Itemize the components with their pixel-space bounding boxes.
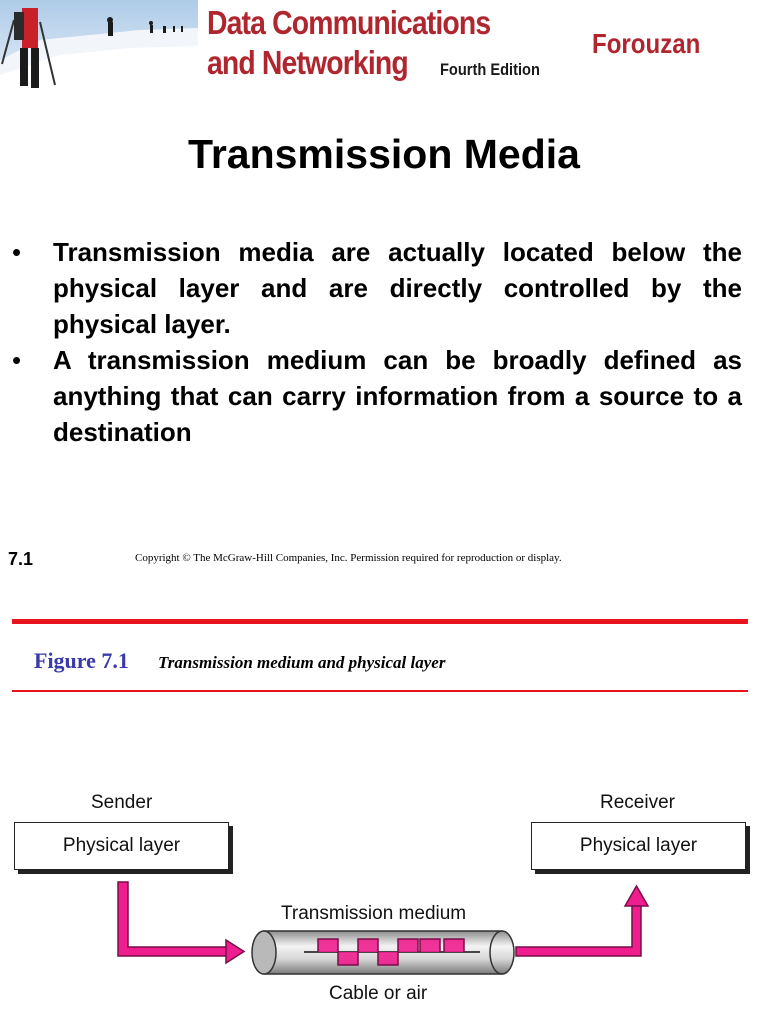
receiver-arrow (516, 904, 641, 956)
bullet-text: A transmission medium can be broadly defined as anything that can carry information from a source to a destination (53, 345, 742, 447)
sender-label: Sender (91, 792, 153, 813)
cable-or-air-label: Cable or air (329, 983, 428, 1004)
bullet-marker: • (12, 345, 22, 375)
book-title-line2: and Networking (207, 44, 408, 81)
bullet-item (12, 342, 742, 450)
bullet-item (12, 234, 742, 342)
bullet-list (12, 234, 742, 450)
sender-arrowhead (226, 940, 244, 963)
receiver-label: Receiver (600, 792, 675, 813)
receiver-physical-layer-box: Physical layer (531, 822, 746, 870)
mountaineers-photo (0, 0, 198, 93)
sender-physical-layer-box: Physical layer (14, 822, 229, 870)
figure-label: Figure 7.1 (34, 648, 129, 673)
figure-top-rule (12, 619, 748, 624)
receiver-arrowhead (625, 886, 648, 906)
signal-waveform (318, 939, 338, 952)
copyright-notice: Copyright © The McGraw-Hill Companies, Inc. Permission required for reproduction or display. (135, 552, 562, 564)
bullet-marker: • (12, 237, 22, 267)
figure-bottom-rule (12, 690, 748, 692)
book-title-line1: Data Communications (207, 4, 491, 41)
book-edition: Fourth Edition (440, 60, 540, 79)
slide-number: 7.1 (8, 549, 34, 569)
slide-title: Transmission Media (188, 131, 580, 177)
bullet-text: Transmission media are actually located below the physical layer and are directly controlled by the physical layer. (53, 237, 742, 339)
book-author: Forouzan (592, 28, 701, 59)
sender-arrow (118, 882, 228, 956)
book-banner (0, 0, 768, 93)
transmission-diagram (0, 860, 768, 990)
transmission-medium-label: Transmission medium (281, 903, 467, 924)
figure-caption: Transmission medium and physical layer (158, 653, 446, 672)
